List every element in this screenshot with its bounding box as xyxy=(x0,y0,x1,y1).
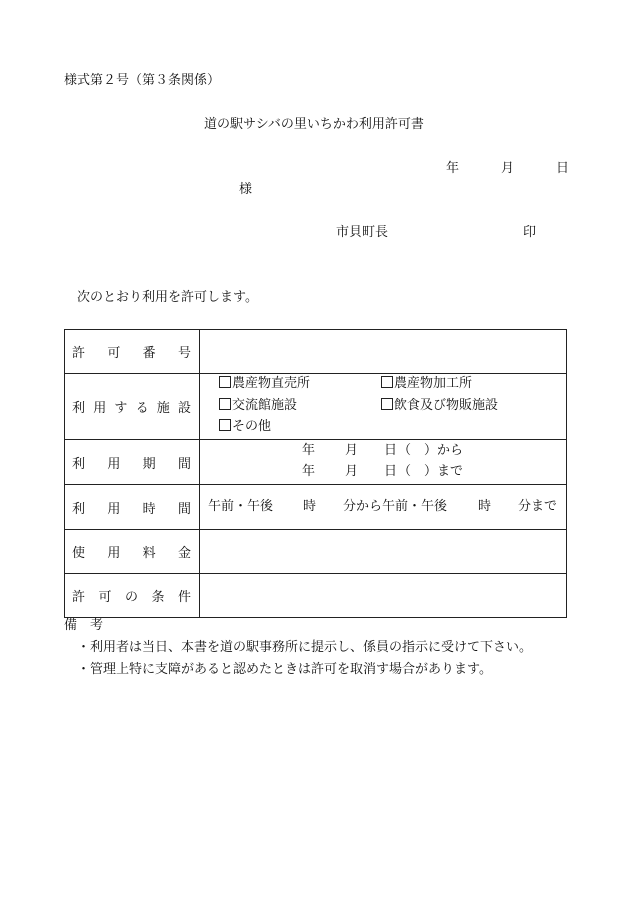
option-label: 飲食及び物販施設 xyxy=(394,398,499,413)
label-char: 時 xyxy=(142,501,156,517)
label-permit-number xyxy=(65,330,200,374)
period-to-label: まで xyxy=(437,464,464,479)
label-char: 番 xyxy=(142,346,156,361)
label-conditions xyxy=(65,574,200,618)
facility-option-other[interactable] xyxy=(219,419,271,435)
seal-mark: 印 xyxy=(523,225,537,240)
label-char: 件 xyxy=(177,590,191,605)
label-char: 利 xyxy=(72,401,86,416)
label-char: 金 xyxy=(177,546,191,561)
date-day-label: 日 xyxy=(556,161,570,176)
checkbox[interactable] xyxy=(219,419,231,431)
form-number: 様式第２号（第３条関係） xyxy=(64,73,221,88)
option-label: その他 xyxy=(232,419,272,434)
time-hour-label: 時 xyxy=(478,499,492,514)
note-item: ・管理上特に支障があると認めたときは許可を取消す場合があります。 xyxy=(77,662,492,677)
table-row xyxy=(65,374,567,440)
date-month-label: 月 xyxy=(501,161,515,176)
checkbox[interactable] xyxy=(219,398,231,410)
notes-heading: 備 考 xyxy=(64,618,104,633)
label-char: る xyxy=(135,401,149,416)
label-char: 許 xyxy=(72,346,86,361)
table-row xyxy=(65,485,567,530)
label-char: 号 xyxy=(177,346,191,361)
label-char: 可 xyxy=(107,346,121,361)
label-char: 用 xyxy=(93,401,107,416)
period-day-label: 日 xyxy=(384,443,398,458)
facility-option-direct-sales[interactable] xyxy=(219,376,310,392)
label-char: 用 xyxy=(107,456,121,472)
label-char: 許 xyxy=(72,590,86,605)
label-char: 料 xyxy=(142,546,156,561)
checkbox[interactable] xyxy=(381,376,393,388)
label-char: 利 xyxy=(72,501,86,517)
issuer-name: 市貝町長 xyxy=(336,225,389,240)
label-char: 利 xyxy=(72,456,86,472)
table-row xyxy=(65,330,567,374)
option-label: 農産物加工所 xyxy=(394,376,473,391)
table-row xyxy=(65,574,567,618)
table-row xyxy=(65,530,567,574)
label-facility xyxy=(65,374,200,440)
label-char: 間 xyxy=(177,456,191,472)
label-time xyxy=(65,485,200,530)
intro-text: 次のとおり利用を許可します。 xyxy=(77,290,258,305)
period-weekday-paren: （ ） xyxy=(398,464,438,479)
period-month-label: 月 xyxy=(345,443,359,458)
label-char: 設 xyxy=(177,401,191,416)
label-char: 可 xyxy=(98,590,112,605)
label-char: 条 xyxy=(151,590,165,605)
label-char: 用 xyxy=(107,501,121,517)
addressee-suffix: 様 xyxy=(239,182,253,197)
label-period xyxy=(65,440,200,485)
period-field[interactable] xyxy=(200,440,567,485)
label-fee xyxy=(65,530,200,574)
period-day-label: 日 xyxy=(384,464,398,479)
conditions-field[interactable] xyxy=(200,574,567,618)
facility-option-processing[interactable] xyxy=(381,376,472,392)
time-minute-to-label: 分まで xyxy=(518,499,558,514)
permit-number-field[interactable] xyxy=(200,330,567,374)
time-hour-label: 時 xyxy=(303,499,317,514)
option-label: 交流館施設 xyxy=(232,398,298,413)
checkbox[interactable] xyxy=(219,376,231,388)
document-title: 道の駅サシバの里いちかわ利用許可書 xyxy=(204,117,424,132)
table-row xyxy=(65,440,567,485)
time-minute-from-label: 分から午前・午後 xyxy=(343,499,448,514)
label-char: 用 xyxy=(107,546,121,561)
fee-field[interactable] xyxy=(200,530,567,574)
facility-options-cell xyxy=(200,374,567,440)
period-month-label: 月 xyxy=(345,464,359,479)
label-char: 施 xyxy=(156,401,170,416)
period-year-label: 年 xyxy=(302,443,316,458)
label-char: す xyxy=(114,401,128,416)
permit-table xyxy=(64,329,567,618)
period-from-label: から xyxy=(437,443,464,458)
option-label: 農産物直売所 xyxy=(232,376,311,391)
label-char: 使 xyxy=(72,546,86,561)
checkbox[interactable] xyxy=(381,398,393,410)
facility-option-food-retail[interactable] xyxy=(381,398,498,414)
date-year-label: 年 xyxy=(446,161,460,176)
note-item: ・利用者は当日、本書を道の駅事務所に提示し、係員の指示に受けて下さい。 xyxy=(77,640,533,655)
label-char: の xyxy=(124,590,138,605)
period-year-label: 年 xyxy=(302,464,316,479)
label-char: 期 xyxy=(142,456,156,472)
time-field[interactable] xyxy=(200,485,567,530)
time-ampm-label: 午前・午後 xyxy=(208,499,274,514)
period-weekday-paren: （ ） xyxy=(398,443,438,458)
facility-option-exchange-hall[interactable] xyxy=(219,398,297,414)
label-char: 間 xyxy=(177,501,191,517)
